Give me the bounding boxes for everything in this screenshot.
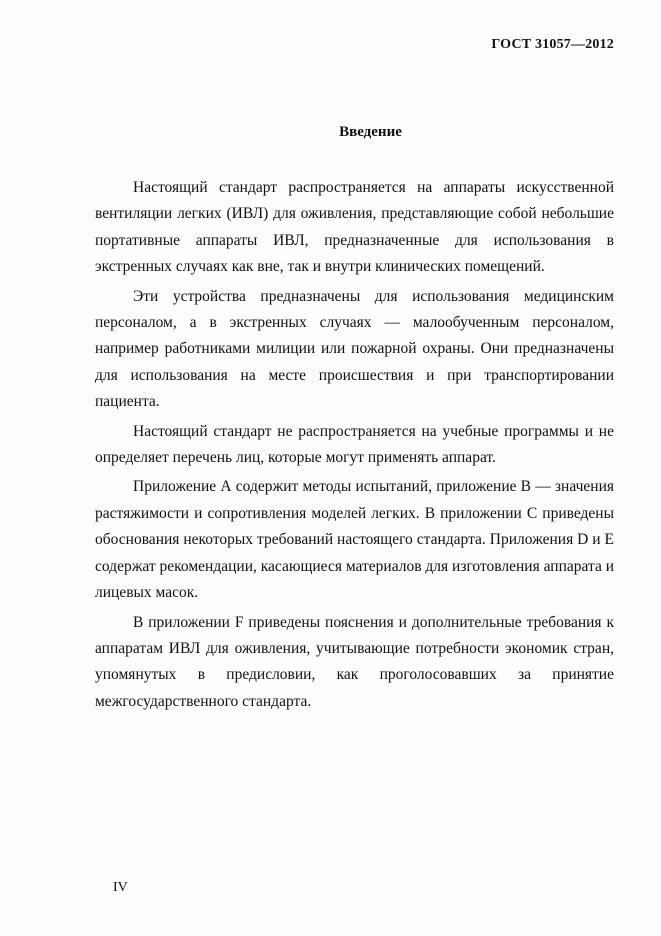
paragraph-users: Эти устройства предназначены для использования медицинским персоналом, а в экстренных случаях — малообученным персоналом, например работниками милиции или пожарной охраны. Они предназначены для использования на месте происшествия и при транспортировании пациента.	[95, 287, 614, 411]
paragraph-exclusions: Настоящий стандарт не распространяется на учебные программы и не определяет перечень лиц, которые могут применять аппарат.	[95, 422, 614, 467]
paragraph-scope: Настоящий стандарт распространяется на аппараты искусственной вентиляции легких (ИВЛ) для оживления, представляющие собой небольшие портативные аппараты ИВЛ, предназначенные для использования в экстренных случаях как вне, так и внутри клинических помещений.	[95, 179, 614, 276]
body-text	[95, 175, 614, 718]
page-number: IV	[113, 880, 128, 895]
paragraph-annex-f: В приложении F приведены пояснения и дополнительные требования к аппаратам ИВЛ для оживления, учитывающие потребности экономик стран, упомянутых в предисловии, как проголосовавших за принятие межгосударственного стандарта.	[95, 613, 614, 710]
section-title: Введение	[339, 124, 402, 140]
paragraph-annexes: Приложение А содержит методы испытаний, приложение В — значения растяжимости и сопротивления моделей легких. В приложении С приведены обоснования некоторых требований настоящего стандарта. Приложения D и Е содержат рекомендации, касающиеся материалов для изготовления аппарата и лицевых масок.	[95, 478, 614, 602]
document-code: ГОСТ 31057—2012	[491, 37, 614, 52]
